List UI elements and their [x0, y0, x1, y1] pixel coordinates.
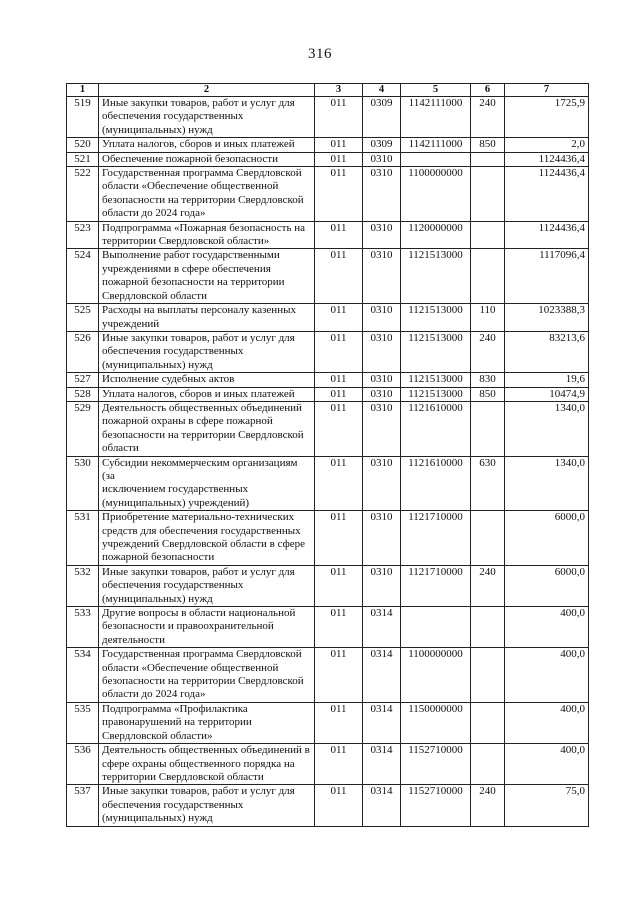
row-number: 533	[67, 607, 99, 648]
description-line: Подпрограмма «Профилактика	[102, 702, 248, 715]
column-header: 4	[363, 84, 401, 97]
expense-type-code	[471, 401, 505, 456]
row-number: 528	[67, 387, 99, 401]
amount: 1124436,4	[505, 167, 589, 222]
description-line: пожарной безопасности	[102, 551, 215, 564]
row-description	[99, 785, 315, 826]
amount: 6000,0	[505, 565, 589, 606]
description-line: Государственная программа Свердловской	[102, 167, 302, 180]
amount: 400,0	[505, 648, 589, 703]
amount: 1124436,4	[505, 152, 589, 166]
expense-type-code: 240	[471, 331, 505, 372]
row-number: 531	[67, 511, 99, 566]
description-line: пожарной охраны в сфере пожарной	[102, 415, 273, 428]
amount: 1340,0	[505, 401, 589, 456]
section-code: 0310	[363, 373, 401, 387]
description-line: Иные закупки товаров, работ и услуг для	[102, 331, 295, 344]
target-article-code: 1121513000	[401, 387, 471, 401]
expense-type-code	[471, 702, 505, 743]
row-description	[99, 138, 315, 152]
description-line: безопасности на территории Свердловской	[102, 193, 304, 206]
row-description	[99, 387, 315, 401]
description-line: безопасности на территории Свердловской	[102, 675, 304, 688]
description-line: Деятельность общественных объединений	[102, 401, 302, 414]
row-description	[99, 152, 315, 166]
description-line: учреждений	[102, 317, 160, 330]
amount: 400,0	[505, 744, 589, 785]
target-article-code: 1121710000	[401, 511, 471, 566]
description-line: (муниципальных) нужд	[102, 592, 213, 605]
row-description	[99, 304, 315, 332]
row-description	[99, 607, 315, 648]
ministry-code: 011	[315, 607, 363, 648]
column-header: 1	[67, 84, 99, 97]
ministry-code: 011	[315, 648, 363, 703]
amount: 400,0	[505, 702, 589, 743]
amount: 10474,9	[505, 387, 589, 401]
ministry-code: 011	[315, 167, 363, 222]
target-article-code: 1142111000	[401, 97, 471, 138]
column-header: 5	[401, 84, 471, 97]
expense-type-code	[471, 744, 505, 785]
ministry-code: 011	[315, 221, 363, 249]
description-line: Уплата налогов, сборов и иных платежей	[102, 387, 295, 400]
section-code: 0310	[363, 401, 401, 456]
row-description	[99, 702, 315, 743]
description-line: обеспечения государственных	[102, 798, 244, 811]
section-code: 0314	[363, 702, 401, 743]
row-description	[99, 249, 315, 304]
target-article-code: 1152710000	[401, 785, 471, 826]
ministry-code: 011	[315, 565, 363, 606]
description-line: средств для обеспечения государственных	[102, 524, 301, 537]
ministry-code: 011	[315, 373, 363, 387]
expense-type-code: 630	[471, 456, 505, 511]
row-description	[99, 744, 315, 785]
description-line: обеспечения государственных	[102, 110, 244, 123]
ministry-code: 011	[315, 456, 363, 511]
row-description	[99, 456, 315, 511]
table-row	[67, 138, 589, 152]
description-line: области	[102, 442, 139, 455]
description-line: области «Обеспечение общественной	[102, 661, 279, 674]
expense-type-code: 240	[471, 97, 505, 138]
section-code: 0314	[363, 785, 401, 826]
table-row	[67, 648, 589, 703]
expense-type-code: 850	[471, 387, 505, 401]
target-article-code: 1100000000	[401, 167, 471, 222]
expense-type-code	[471, 648, 505, 703]
amount: 83213,6	[505, 331, 589, 372]
description-line: Иные закупки товаров, работ и услуг для	[102, 785, 295, 798]
target-article-code: 1121710000	[401, 565, 471, 606]
amount: 2,0	[505, 138, 589, 152]
target-article-code: 1121610000	[401, 456, 471, 511]
target-article-code: 1142111000	[401, 138, 471, 152]
amount: 6000,0	[505, 511, 589, 566]
description-line: (муниципальных) нужд	[102, 123, 213, 136]
table-row	[67, 565, 589, 606]
row-description	[99, 401, 315, 456]
section-code: 0310	[363, 511, 401, 566]
description-line: безопасности и правоохранительной	[102, 620, 274, 633]
target-article-code: 1121513000	[401, 249, 471, 304]
budget-table	[66, 83, 589, 827]
row-number: 535	[67, 702, 99, 743]
description-line: правонарушений на территории	[102, 716, 252, 729]
description-line: Выполнение работ государственными	[102, 249, 280, 262]
ministry-code: 011	[315, 744, 363, 785]
table-row	[67, 744, 589, 785]
page-number: 316	[308, 46, 332, 62]
ministry-code: 011	[315, 401, 363, 456]
description-line: Деятельность общественных объединений в	[102, 744, 310, 757]
expense-type-code: 850	[471, 138, 505, 152]
row-description	[99, 648, 315, 703]
expense-type-code	[471, 221, 505, 249]
amount: 1117096,4	[505, 249, 589, 304]
column-header: 2	[99, 84, 315, 97]
ministry-code: 011	[315, 97, 363, 138]
expense-type-code: 240	[471, 785, 505, 826]
row-description	[99, 511, 315, 566]
target-article-code	[401, 152, 471, 166]
column-header: 3	[315, 84, 363, 97]
row-description	[99, 167, 315, 222]
table-row	[67, 702, 589, 743]
row-description	[99, 565, 315, 606]
expense-type-code	[471, 511, 505, 566]
description-line: (муниципальных) учреждений)	[102, 496, 250, 509]
row-number: 527	[67, 373, 99, 387]
description-line: области до 2024 года»	[102, 688, 206, 701]
description-line: территории Свердловской области»	[102, 235, 270, 248]
section-code: 0310	[363, 565, 401, 606]
expense-type-code: 110	[471, 304, 505, 332]
description-line: Исполнение судебных актов	[102, 373, 235, 386]
target-article-code: 1152710000	[401, 744, 471, 785]
amount: 1340,0	[505, 456, 589, 511]
amount: 75,0	[505, 785, 589, 826]
table-row	[67, 387, 589, 401]
amount: 1023388,3	[505, 304, 589, 332]
table-row	[67, 373, 589, 387]
expense-type-code	[471, 152, 505, 166]
section-code: 0310	[363, 456, 401, 511]
expense-type-code	[471, 607, 505, 648]
amount: 1124436,4	[505, 221, 589, 249]
section-code: 0310	[363, 221, 401, 249]
ministry-code: 011	[315, 702, 363, 743]
column-header: 7	[505, 84, 589, 97]
ministry-code: 011	[315, 152, 363, 166]
row-number: 530	[67, 456, 99, 511]
section-code: 0309	[363, 97, 401, 138]
row-number: 532	[67, 565, 99, 606]
table-row	[67, 401, 589, 456]
row-number: 524	[67, 249, 99, 304]
row-number: 520	[67, 138, 99, 152]
description-line: обеспечения государственных	[102, 345, 244, 358]
description-line: безопасности на территории Свердловской	[102, 428, 304, 441]
description-line: Государственная программа Свердловской	[102, 648, 302, 661]
description-line: области «Обеспечение общественной	[102, 180, 279, 193]
section-code: 0309	[363, 138, 401, 152]
description-line: Приобретение материально-технических	[102, 511, 295, 524]
row-number: 522	[67, 167, 99, 222]
table-row	[67, 456, 589, 511]
row-number: 525	[67, 304, 99, 332]
description-line: Иные закупки товаров, работ и услуг для	[102, 565, 295, 578]
ministry-code: 011	[315, 304, 363, 332]
table-row	[67, 167, 589, 222]
description-line: области до 2024 года»	[102, 207, 206, 220]
ministry-code: 011	[315, 331, 363, 372]
row-description	[99, 97, 315, 138]
description-line: Субсидии некоммерческим организациям (за	[102, 456, 298, 482]
ministry-code: 011	[315, 511, 363, 566]
target-article-code: 1121513000	[401, 331, 471, 372]
table-row	[67, 97, 589, 138]
row-description	[99, 221, 315, 249]
target-article-code: 1121513000	[401, 304, 471, 332]
description-line: Обеспечение пожарной безопасности	[102, 152, 279, 165]
expense-type-code: 830	[471, 373, 505, 387]
ministry-code: 011	[315, 138, 363, 152]
description-line: сфере охраны общественного порядка на	[102, 757, 295, 770]
description-line: Подпрограмма «Пожарная безопасность на	[102, 221, 306, 234]
target-article-code: 1121610000	[401, 401, 471, 456]
target-article-code: 1121513000	[401, 373, 471, 387]
table-row	[67, 249, 589, 304]
description-line: Свердловской области	[102, 289, 207, 302]
target-article-code: 1150000000	[401, 702, 471, 743]
amount: 19,6	[505, 373, 589, 387]
section-code: 0314	[363, 744, 401, 785]
table-row	[67, 785, 589, 826]
ministry-code: 011	[315, 387, 363, 401]
description-line: учреждениями в сфере обеспечения	[102, 262, 271, 275]
table-row	[67, 304, 589, 332]
description-line: исключением государственных	[102, 483, 249, 496]
description-line: территории Свердловской области	[102, 770, 264, 783]
row-number: 523	[67, 221, 99, 249]
section-code: 0310	[363, 167, 401, 222]
row-number: 529	[67, 401, 99, 456]
row-description	[99, 331, 315, 372]
row-number: 526	[67, 331, 99, 372]
section-code: 0310	[363, 304, 401, 332]
description-line: (муниципальных) нужд	[102, 358, 213, 371]
expense-type-code	[471, 167, 505, 222]
description-line: обеспечения государственных	[102, 579, 244, 592]
description-line: Расходы на выплаты персоналу казенных	[102, 304, 296, 317]
section-code: 0310	[363, 249, 401, 304]
amount: 400,0	[505, 607, 589, 648]
target-article-code: 1120000000	[401, 221, 471, 249]
target-article-code: 1100000000	[401, 648, 471, 703]
row-number: 534	[67, 648, 99, 703]
description-line: Свердловской области»	[102, 729, 213, 742]
row-number: 536	[67, 744, 99, 785]
section-code: 0314	[363, 648, 401, 703]
table-row	[67, 152, 589, 166]
description-line: деятельности	[102, 633, 165, 646]
row-number: 519	[67, 97, 99, 138]
table-row	[67, 511, 589, 566]
target-article-code	[401, 607, 471, 648]
row-number: 521	[67, 152, 99, 166]
row-number: 537	[67, 785, 99, 826]
table-row	[67, 331, 589, 372]
row-description	[99, 373, 315, 387]
expense-type-code	[471, 249, 505, 304]
expense-type-code: 240	[471, 565, 505, 606]
table-row	[67, 607, 589, 648]
description-line: Другие вопросы в области национальной	[102, 607, 296, 620]
description-line: Уплата налогов, сборов и иных платежей	[102, 138, 295, 151]
table-row	[67, 221, 589, 249]
description-line: пожарной безопасности на территории	[102, 276, 285, 289]
amount: 1725,9	[505, 97, 589, 138]
section-code: 0310	[363, 387, 401, 401]
description-line: Иные закупки товаров, работ и услуг для	[102, 97, 295, 109]
description-line: учреждений Свердловской области в сфере	[102, 538, 306, 550]
section-code: 0310	[363, 331, 401, 372]
description-line: (муниципальных) нужд	[102, 812, 213, 825]
ministry-code: 011	[315, 249, 363, 304]
table-header-row	[67, 84, 589, 97]
ministry-code: 011	[315, 785, 363, 826]
section-code: 0310	[363, 152, 401, 166]
column-header: 6	[471, 84, 505, 97]
section-code: 0314	[363, 607, 401, 648]
table-body	[67, 97, 589, 827]
